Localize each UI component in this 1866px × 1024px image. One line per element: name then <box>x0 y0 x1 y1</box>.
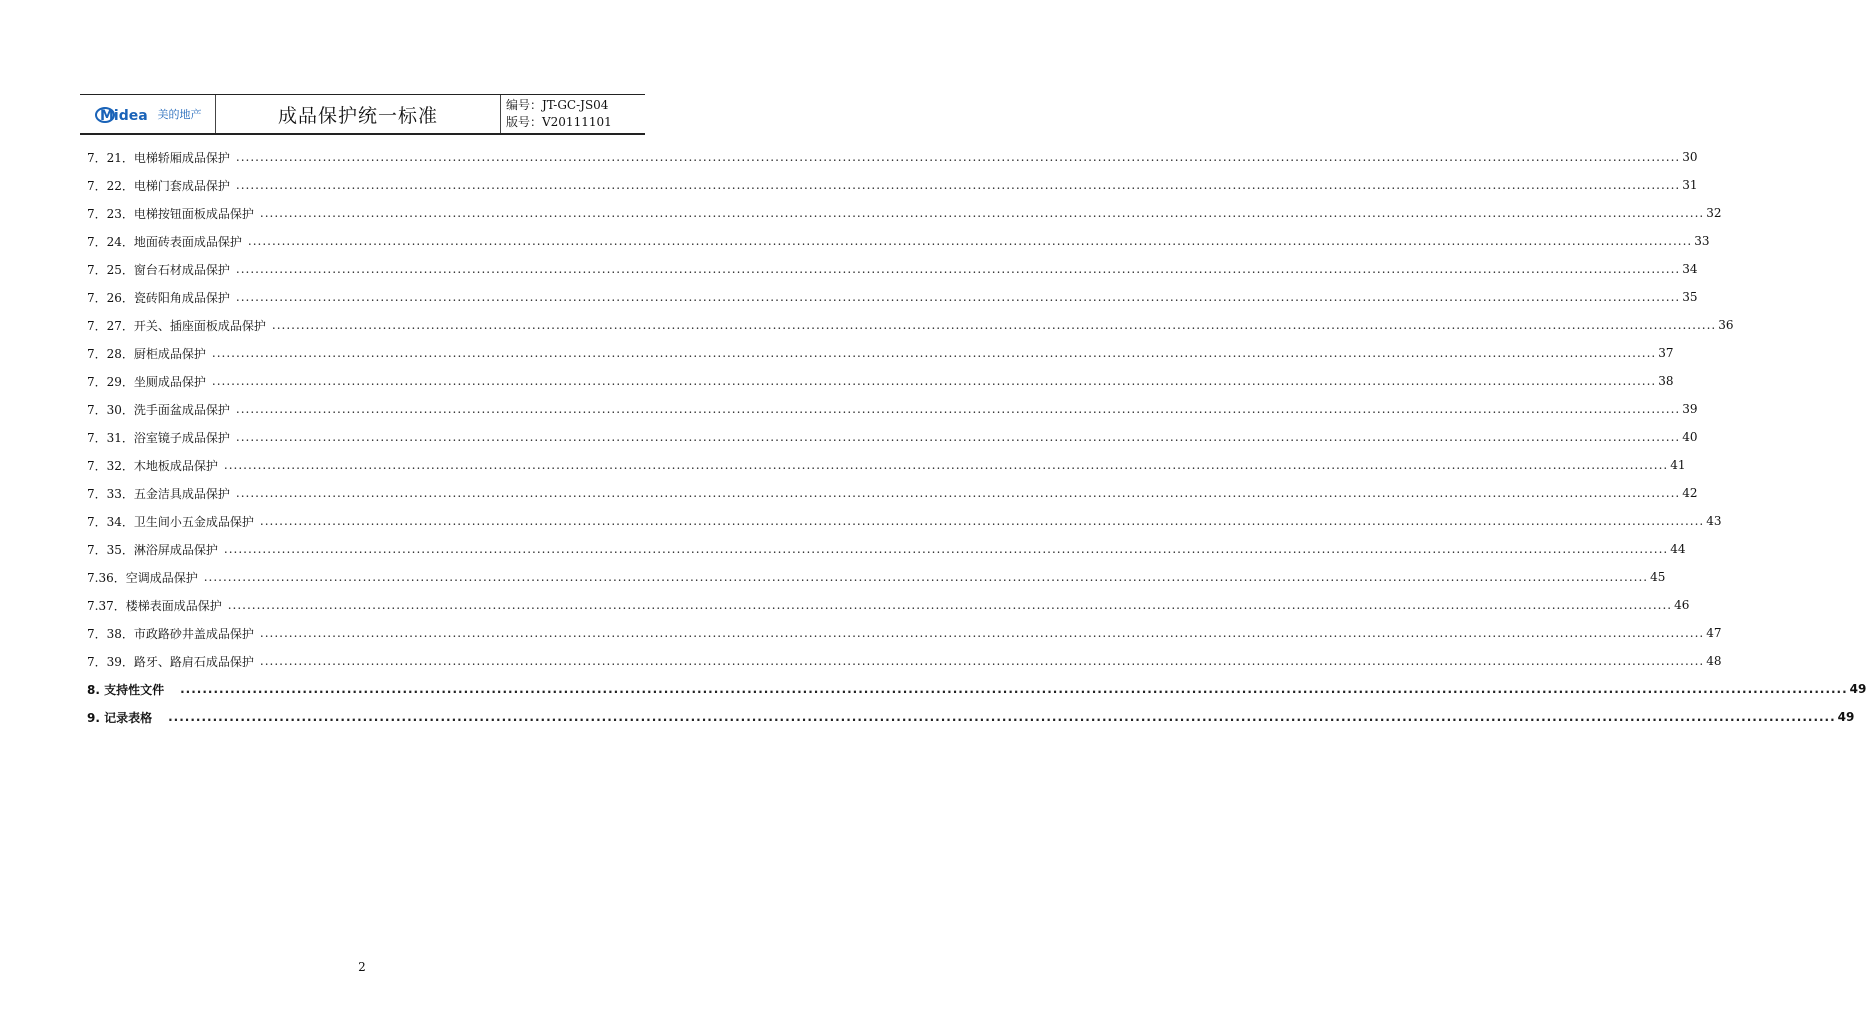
toc-entry-label: 7．38．市政路砂井盖成品保护 <box>87 626 254 641</box>
toc-entry-page: 35 <box>1682 290 1698 304</box>
document-title: 成品保护统一标准 <box>216 95 501 133</box>
toc-entry-page: 30 <box>1682 150 1698 164</box>
toc-entry-page: 49 <box>1837 710 1855 724</box>
toc-entry[interactable] <box>87 199 1722 227</box>
toc-leader-dots: ............................................................................................................................................................................................................................................................................................................ <box>223 542 1669 556</box>
toc-leader-dots: ............................................................................................................................................................................................................................................................................................................ <box>235 150 1681 164</box>
toc-leader-dots: ............................................................................................................................................................................................................................................................................................................ <box>235 178 1681 192</box>
toc-entry-page: 40 <box>1682 430 1698 444</box>
toc-entry[interactable] <box>87 647 1722 675</box>
toc-entry-label: 7．35．淋浴屏成品保护 <box>87 542 218 557</box>
toc-entry-page: 45 <box>1650 570 1666 584</box>
toc-entry[interactable] <box>87 423 1698 451</box>
toc-entry-page: 38 <box>1658 374 1674 388</box>
toc-entry-label: 7．25．窗台石材成品保护 <box>87 262 230 277</box>
toc-entry-label: 7．31．浴室镜子成品保护 <box>87 430 230 445</box>
toc-entry-page: 39 <box>1682 402 1698 416</box>
toc-entry[interactable] <box>87 171 1698 199</box>
toc-entry-page: 49 <box>1849 682 1866 696</box>
toc-entry-label: 7．23．电梯按钮面板成品保护 <box>87 206 254 221</box>
toc-entry[interactable] <box>87 339 1674 367</box>
toc-entry-page: 32 <box>1706 206 1722 220</box>
toc-leader-dots: ............................................................................................................................................................................................................................................................................................................ <box>259 514 1705 528</box>
toc-entry-page: 34 <box>1682 262 1698 276</box>
toc-entry[interactable] <box>87 395 1698 423</box>
toc-entry[interactable] <box>87 507 1722 535</box>
toc-entry-label: 7．29．坐厕成品保护 <box>87 374 206 389</box>
toc-entry-page: 43 <box>1706 514 1722 528</box>
toc-entry[interactable] <box>87 563 1666 591</box>
svg-text:Midea: Midea <box>99 108 148 124</box>
toc-leader-dots: ............................................................................................................................................................................................................................................................................................................ <box>235 486 1681 500</box>
toc-entry-label: 7．33．五金洁具成品保护 <box>87 486 230 501</box>
toc-entry-label: 7．30．洗手面盆成品保护 <box>87 402 230 417</box>
toc-leader-dots: ............................................................................................................................................................................................................................................................................................................ <box>180 682 1848 696</box>
toc-entry[interactable] <box>87 143 1698 171</box>
toc-leader-dots: ............................................................................................................................................................................................................................................................................................................ <box>259 654 1705 668</box>
toc-entry-label: 8. 支持性文件 <box>87 682 165 697</box>
toc-entry[interactable] <box>87 619 1722 647</box>
toc-leader-dots: ............................................................................................................................................................................................................................................................................................................ <box>259 626 1705 640</box>
toc-entry-page: 42 <box>1682 486 1698 500</box>
toc-leader-dots: ............................................................................................................................................................................................................................................................................................................ <box>247 234 1693 248</box>
toc-entry-label: 7．22．电梯门套成品保护 <box>87 178 230 193</box>
toc-entry[interactable] <box>87 479 1698 507</box>
toc-entry-label: 7.36．空调成品保护 <box>87 570 198 585</box>
toc-leader-dots: ............................................................................................................................................................................................................................................................................................................ <box>223 458 1669 472</box>
toc-entry-label: 7.37．楼梯表面成品保护 <box>87 598 222 613</box>
toc-leader-dots: ............................................................................................................................................................................................................................................................................................................ <box>168 710 1836 724</box>
document-version: 版号：V20111101 <box>506 115 612 129</box>
toc-entry[interactable] <box>87 675 1866 703</box>
toc-leader-dots: ............................................................................................................................................................................................................................................................................................................ <box>211 374 1657 388</box>
document-code-block <box>501 95 645 133</box>
toc-leader-dots: ............................................................................................................................................................................................................................................................................................................ <box>211 346 1657 360</box>
toc-entry-label: 7．34．卫生间小五金成品保护 <box>87 514 254 529</box>
toc-entry-page: 46 <box>1674 598 1690 612</box>
document-code: 编号：JT-GC-JS04 <box>506 98 609 112</box>
toc-entry-label: 7．24．地面砖表面成品保护 <box>87 234 242 249</box>
toc-entry[interactable] <box>87 255 1698 283</box>
toc-leader-dots: ............................................................................................................................................................................................................................................................................................................ <box>227 598 1673 612</box>
toc-entry-label: 9. 记录表格 <box>87 710 153 725</box>
toc-entry-page: 48 <box>1706 654 1722 668</box>
toc-entry[interactable] <box>87 535 1686 563</box>
toc-entry-page: 37 <box>1658 346 1674 360</box>
toc-entry-label: 7．26．瓷砖阳角成品保护 <box>87 290 230 305</box>
toc-entry-page: 36 <box>1718 318 1734 332</box>
page-number: 2 <box>358 960 366 974</box>
logo-text: 美的地产 <box>157 108 202 121</box>
midea-logo-icon <box>94 102 152 126</box>
toc-leader-dots: ............................................................................................................................................................................................................................................................................................................ <box>235 430 1681 444</box>
toc-entry-page: 41 <box>1670 458 1686 472</box>
toc-entry[interactable] <box>87 227 1710 255</box>
toc-entry-page: 33 <box>1694 234 1710 248</box>
toc-entry-label: 7．39．路牙、路肩石成品保护 <box>87 654 254 669</box>
toc-entry-page: 47 <box>1706 626 1722 640</box>
toc-entry-page: 31 <box>1682 178 1698 192</box>
toc-leader-dots: ............................................................................................................................................................................................................................................................................................................ <box>235 262 1681 276</box>
toc-entry-page: 44 <box>1670 542 1686 556</box>
toc-entry-label: 7．28．厨柜成品保护 <box>87 346 206 361</box>
toc-leader-dots: ............................................................................................................................................................................................................................................................................................................ <box>203 570 1649 584</box>
table-of-contents <box>87 143 1866 731</box>
toc-entry-label: 7．21．电梯轿厢成品保护 <box>87 150 230 165</box>
toc-leader-dots: ............................................................................................................................................................................................................................................................................................................ <box>259 206 1705 220</box>
toc-leader-dots: ............................................................................................................................................................................................................................................................................................................ <box>235 290 1681 304</box>
toc-entry-label: 7．27．开关、插座面板成品保护 <box>87 318 266 333</box>
company-logo <box>80 95 216 133</box>
document-header <box>80 94 645 135</box>
toc-entry[interactable] <box>87 703 1855 731</box>
toc-entry[interactable] <box>87 283 1698 311</box>
toc-entry[interactable] <box>87 311 1734 339</box>
toc-entry-label: 7．32．木地板成品保护 <box>87 458 218 473</box>
toc-entry[interactable] <box>87 591 1690 619</box>
toc-entry[interactable] <box>87 451 1686 479</box>
toc-leader-dots: ............................................................................................................................................................................................................................................................................................................ <box>235 402 1681 416</box>
toc-entry[interactable] <box>87 367 1674 395</box>
toc-leader-dots: ............................................................................................................................................................................................................................................................................................................ <box>271 318 1717 332</box>
